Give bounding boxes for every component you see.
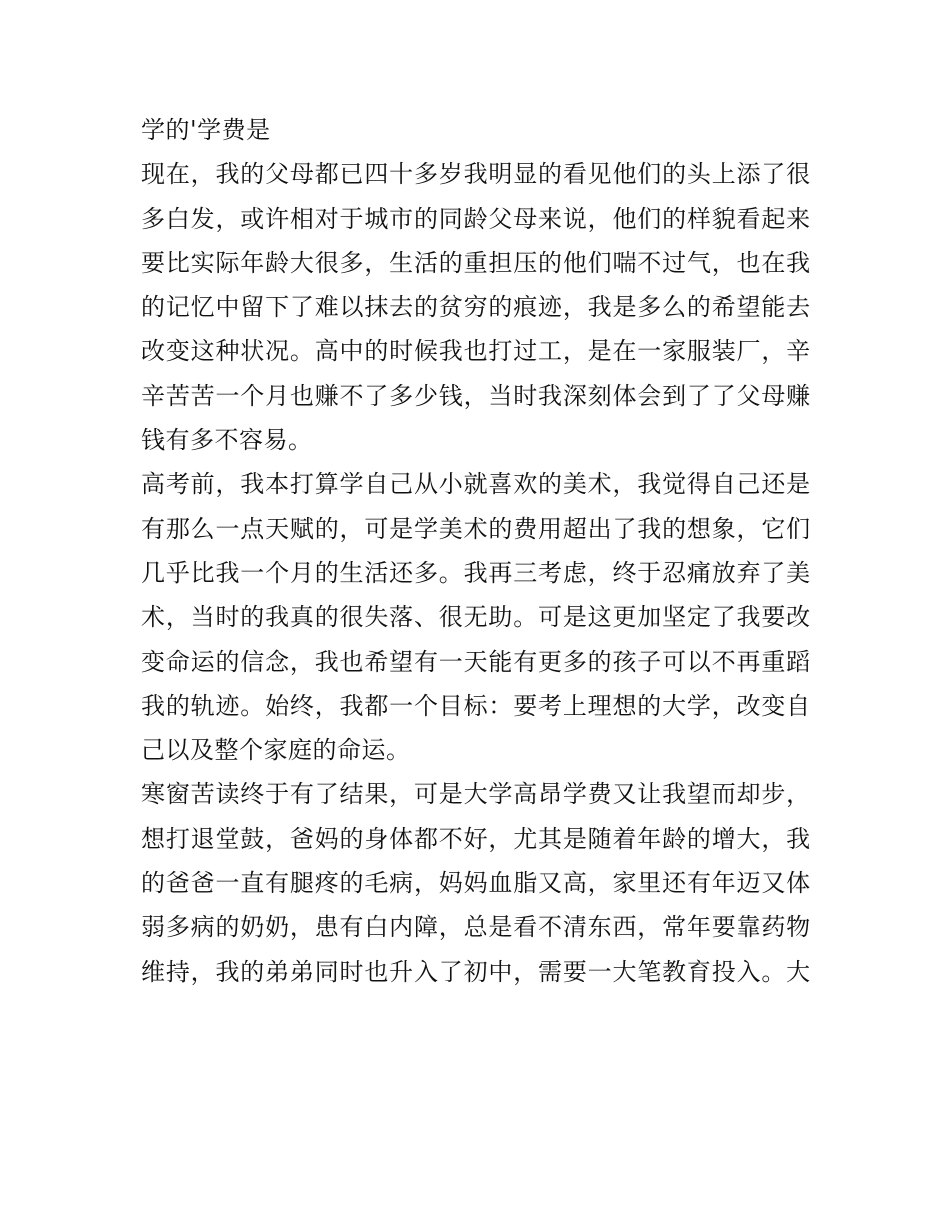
document-body xyxy=(141,108,811,994)
text-line: 要 比 实 际 年 龄 大 很 多 ， 生 活 的 重 担 压 的 他 们 喘 不 过 气 ， 也 在 我 xyxy=(141,248,811,277)
text-line: 的 记 忆 中 留 下 了 难 以 抹 去 的 贫 穷 的 痕 迹 ， 我 是 多 么 的 希 望 能 去 xyxy=(141,293,811,322)
text-line: 钱有多不容易。 xyxy=(141,426,313,455)
text-line: 寒 窗 苦 读 终 于 有 了 结 果 ， 可 是 大 学 高 昂 学 费 又 让 我 望 而 却 步 ， xyxy=(141,780,811,809)
text-line: 多 白 发 ， 或 许 相 对 于 城 市 的 同 龄 父 母 来 说 ， 他 们 的 样 貌 看 起 来 xyxy=(141,204,811,233)
text-line: 我 的 轨 迹 。 始 终 ， 我 都 一 个 目 标 ： 要 考 上 理 想 的 大 学 ， 改 变 自 xyxy=(141,691,811,720)
text-line: 维 持 ， 我 的 弟 弟 同 时 也 升 入 了 初 中 ， 需 要 一 大 笔 教 育 投 入 。 大 xyxy=(141,957,811,986)
text-line: 几 乎 比 我 一 个 月 的 生 活 还 多 。 我 再 三 考 虑 ， 终 于 忍 痛 放 弃 了 美 xyxy=(141,558,811,587)
text-line: 学的'学费是 xyxy=(141,116,271,144)
text-line: 有 那 么 一 点 天 赋 的 ， 可 是 学 美 术 的 费 用 超 出 了 我 的 想 象 ， 它 们 xyxy=(141,514,811,543)
text-line: 己以及整个家庭的命运。 xyxy=(141,736,411,765)
text-line: 弱 多 病 的 奶 奶 ， 患 有 白 内 障 ， 总 是 看 不 清 东 西 ， 常 年 要 靠 药 物 xyxy=(141,913,811,942)
text-line: 变 命 运 的 信 念 ， 我 也 希 望 有 一 天 能 有 更 多 的 孩 子 可 以 不 再 重 蹈 xyxy=(141,647,811,676)
text-line: 想 打 退 堂 鼓 ， 爸 妈 的 身 体 都 不 好 ， 尤 其 是 随 着 年 龄 的 增 大 ， 我 xyxy=(141,824,811,853)
text-line: 术 ， 当 时 的 我 真 的 很 失 落 、 很 无 助 。 可 是 这 更 加 坚 定 了 我 要 改 xyxy=(141,603,811,632)
text-line: 现 在 ， 我 的 父 母 都 已 四 十 多 岁 我 明 显 的 看 见 他 们 的 头 上 添 了 很 xyxy=(141,160,811,189)
text-line: 辛 苦 苦 一 个 月 也 赚 不 了 多 少 钱 ， 当 时 我 深 刻 体 会 到 了 了 父 母 赚 xyxy=(141,381,811,410)
text-line: 改 变 这 种 状 况 。 高 中 的 时 候 我 也 打 过 工 ， 是 在 一 家 服 装 厂 ， 辛 xyxy=(141,337,811,366)
text-line: 的 爸 爸 一 直 有 腿 疼 的 毛 病 ， 妈 妈 血 脂 又 高 ， 家 里 还 有 年 迈 又 体 xyxy=(141,869,811,898)
text-line: 高 考 前 ， 我 本 打 算 学 自 己 从 小 就 喜 欢 的 美 术 ， 我 觉 得 自 己 还 是 xyxy=(141,470,811,499)
